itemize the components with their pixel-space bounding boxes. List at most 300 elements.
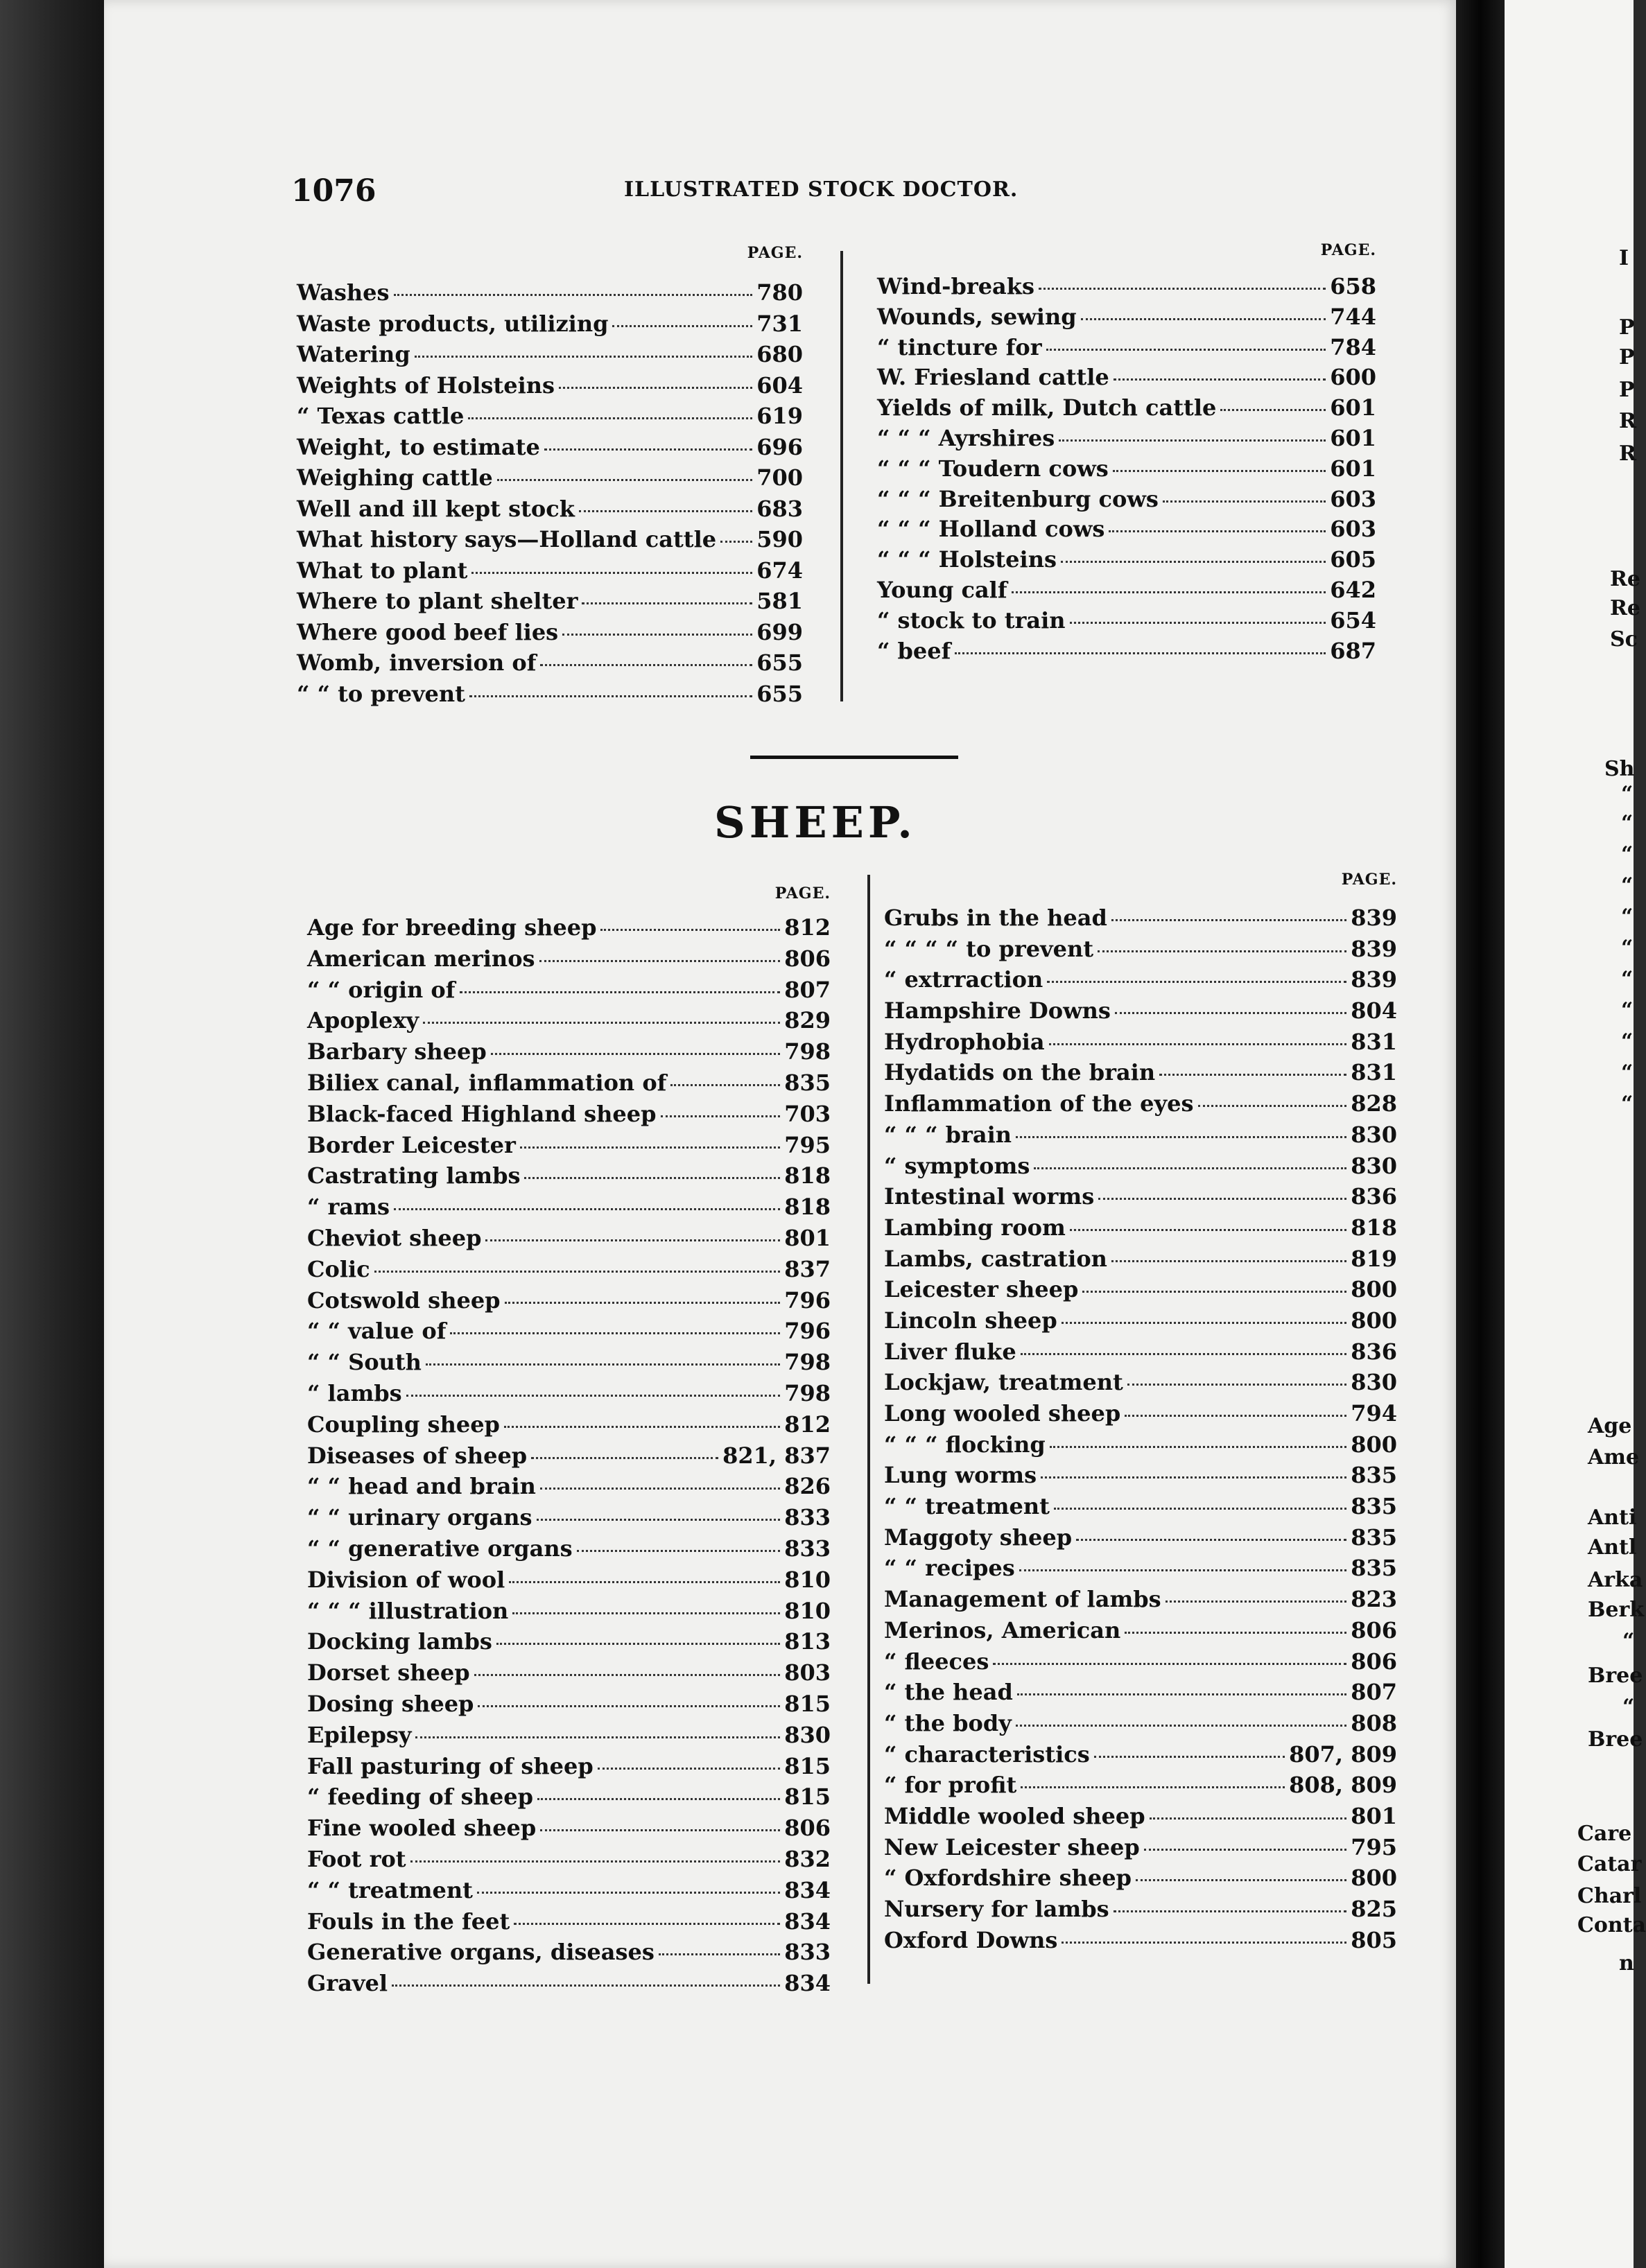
index-entry xyxy=(307,1596,831,1627)
entry-page-number: 798 xyxy=(784,1379,831,1406)
leader-dots xyxy=(659,1953,780,1955)
entry-text: Age for breeding sheep xyxy=(307,914,597,941)
facing-page-text: “ xyxy=(1621,873,1634,898)
index-entry xyxy=(307,975,831,1006)
leader-dots xyxy=(1021,1353,1347,1355)
entry-text: Hydrophobia xyxy=(884,1028,1045,1055)
entry-page-number: 794 xyxy=(1351,1400,1397,1427)
entry-text: “ the body xyxy=(884,1709,1012,1736)
entry-page-number: 810 xyxy=(784,1566,831,1593)
entry-page-number: 806 xyxy=(784,1815,831,1842)
entry-text: “ beef xyxy=(877,637,951,664)
index-entry xyxy=(884,1894,1397,1925)
entry-text: “ “ urinary organs xyxy=(307,1504,532,1531)
entry-text: “ feeding of sheep xyxy=(307,1783,533,1811)
entry-page-number: 601 xyxy=(1330,455,1376,482)
entry-text: Middle wooled sheep xyxy=(884,1802,1145,1829)
index-entry xyxy=(877,485,1376,515)
index-entry xyxy=(877,424,1376,454)
page-column-label: PAGE. xyxy=(774,884,831,902)
leader-dots xyxy=(524,1177,780,1179)
entry-text: Watering xyxy=(297,341,410,367)
facing-page-text: Age xyxy=(1588,1414,1632,1438)
running-head xyxy=(291,173,1387,215)
entry-text: “ stock to train xyxy=(877,607,1066,634)
index-entry xyxy=(307,1440,831,1472)
index-entry xyxy=(307,1067,831,1099)
facing-page-text: “ xyxy=(1622,1629,1635,1653)
entry-page-number: 603 xyxy=(1330,516,1376,543)
entry-text: “ Texas cattle xyxy=(297,403,465,429)
entry-text: Fall pasturing of sheep xyxy=(307,1752,594,1779)
leader-dots xyxy=(1039,288,1326,290)
index-column-top-left xyxy=(297,244,803,707)
entry-page-number: 687 xyxy=(1330,637,1376,664)
entry-text: Where good beef lies xyxy=(297,618,559,645)
index-entry xyxy=(307,1813,831,1844)
leader-dots xyxy=(1111,919,1346,921)
entry-text: “ “ South xyxy=(307,1349,422,1376)
entry-page-number: 833 xyxy=(784,1535,831,1562)
leader-dots xyxy=(540,664,752,666)
entry-page-number: 658 xyxy=(1330,273,1376,299)
leader-dots xyxy=(1220,409,1326,411)
entry-page-number: 796 xyxy=(784,1286,831,1314)
leader-dots xyxy=(1070,622,1326,624)
leader-dots xyxy=(1034,1167,1346,1169)
leader-dots xyxy=(1111,1260,1346,1262)
index-entry xyxy=(877,514,1376,545)
entry-page-number: 796 xyxy=(784,1318,831,1345)
leader-dots xyxy=(1076,1539,1346,1541)
facing-page-text: “ xyxy=(1621,811,1634,835)
index-entry xyxy=(884,1863,1397,1894)
entry-text: Weights of Holsteins xyxy=(297,372,555,399)
entry-page-number: 807 xyxy=(1351,1679,1397,1706)
entry-text: “ “ to prevent xyxy=(297,680,465,707)
leader-dots xyxy=(485,1239,780,1241)
leader-dots xyxy=(491,1053,780,1055)
entry-page-number: 784 xyxy=(1330,333,1376,360)
entry-text: “ extrraction xyxy=(884,966,1043,993)
leader-dots xyxy=(993,1663,1346,1665)
facing-page-text: R xyxy=(1619,409,1636,433)
entry-page-number: 655 xyxy=(756,680,803,707)
index-entry xyxy=(884,1522,1397,1553)
entry-list xyxy=(884,902,1397,1955)
leader-dots xyxy=(1059,439,1326,442)
index-entry xyxy=(307,1223,831,1254)
entry-text: American merinos xyxy=(307,945,535,972)
leader-dots xyxy=(406,1395,781,1397)
leader-dots xyxy=(1049,1043,1347,1045)
leader-dots xyxy=(477,1892,780,1894)
index-entry xyxy=(307,1192,831,1223)
leader-dots xyxy=(1041,1476,1346,1478)
leader-dots xyxy=(577,1550,781,1552)
entry-page-number: 815 xyxy=(784,1752,831,1779)
facing-page-text: Re xyxy=(1610,596,1641,620)
leader-dots xyxy=(394,1208,780,1210)
leader-dots xyxy=(582,602,752,604)
index-entry xyxy=(884,1367,1397,1398)
entry-page-number: 818 xyxy=(784,1194,831,1221)
leader-dots xyxy=(562,634,752,636)
facing-page-text: “ xyxy=(1621,1061,1634,1085)
entry-page-number: 821, 837 xyxy=(722,1442,831,1469)
leader-dots xyxy=(670,1084,780,1086)
entry-page-number: 837 xyxy=(784,1255,831,1282)
entry-page-number: 835 xyxy=(1351,1493,1397,1520)
entry-page-number: 831 xyxy=(1351,1059,1397,1086)
leader-dots xyxy=(497,479,752,481)
index-entry xyxy=(307,943,831,975)
facing-page-text: P xyxy=(1619,345,1635,369)
entry-page-number: 829 xyxy=(784,1007,831,1034)
entry-text: Diseases of sheep xyxy=(307,1442,528,1469)
index-entry xyxy=(884,1677,1397,1708)
index-entry xyxy=(884,1119,1397,1151)
index-entry xyxy=(877,636,1376,667)
leader-dots xyxy=(1082,1291,1346,1293)
index-entry xyxy=(307,1564,831,1596)
leader-dots xyxy=(1150,1817,1347,1820)
entry-text: Inflammation of the eyes xyxy=(884,1090,1194,1117)
entry-page-number: 834 xyxy=(784,1908,831,1935)
facing-page-text: I xyxy=(1619,246,1629,270)
facing-page-text: R xyxy=(1619,442,1636,466)
entry-page-number: 833 xyxy=(784,1504,831,1531)
entry-page-number: 835 xyxy=(1351,1524,1397,1551)
index-entry xyxy=(297,277,803,308)
leader-dots xyxy=(450,1332,780,1334)
entry-text: Barbary sheep xyxy=(307,1038,487,1065)
entry-page-number: 834 xyxy=(784,1876,831,1903)
index-entry xyxy=(297,462,803,494)
entry-page-number: 830 xyxy=(1351,1369,1397,1396)
leader-dots xyxy=(415,1736,780,1738)
entry-text: Castrating lambs xyxy=(307,1162,521,1189)
facing-page-text: “ xyxy=(1622,1695,1635,1719)
entry-page-number: 836 xyxy=(1351,1183,1397,1210)
index-entry xyxy=(884,1212,1397,1244)
page-number: 1076 xyxy=(291,173,376,209)
entry-text: Long wooled sheep xyxy=(884,1400,1121,1427)
leader-dots xyxy=(544,448,752,451)
index-entry xyxy=(307,1781,831,1813)
entry-text: “ “ recipes xyxy=(884,1555,1015,1582)
leader-dots xyxy=(1016,1136,1346,1138)
index-entry xyxy=(307,1657,831,1689)
index-entry xyxy=(307,1378,831,1409)
entry-page-number: 642 xyxy=(1330,576,1376,603)
entry-text: Merinos, American xyxy=(884,1616,1121,1643)
index-entry xyxy=(307,1502,831,1533)
index-entry xyxy=(884,1088,1397,1119)
entry-page-number: 830 xyxy=(1351,1121,1397,1148)
entry-page-number: 806 xyxy=(1351,1648,1397,1675)
entry-page-number: 806 xyxy=(1351,1616,1397,1643)
leader-dots xyxy=(1054,1508,1346,1510)
entry-text: “ “ “ brain xyxy=(884,1121,1012,1148)
entry-page-number: 601 xyxy=(1330,424,1376,451)
entry-page-number: 604 xyxy=(756,372,803,399)
leader-dots xyxy=(1114,1910,1347,1912)
index-entry xyxy=(877,302,1376,333)
leader-dots xyxy=(1113,470,1326,472)
scan-left-edge xyxy=(0,0,104,2268)
leader-dots xyxy=(1136,1879,1346,1881)
entry-text: What to plant xyxy=(297,557,468,584)
index-entry xyxy=(884,1305,1397,1336)
entry-page-number: 590 xyxy=(756,526,803,552)
entry-page-number: 805 xyxy=(1351,1926,1397,1953)
facing-page-text: Arka xyxy=(1588,1568,1643,1592)
entry-text: Dorset sheep xyxy=(307,1659,470,1686)
leader-dots xyxy=(559,387,752,389)
index-entry xyxy=(884,1429,1397,1460)
index-entry xyxy=(884,1646,1397,1677)
leader-dots xyxy=(1062,1322,1347,1324)
entry-page-number: 674 xyxy=(756,557,803,584)
leader-dots xyxy=(1021,1786,1285,1788)
entry-page-number: 795 xyxy=(1351,1833,1397,1860)
index-entry xyxy=(884,1181,1397,1212)
entry-page-number: 800 xyxy=(1351,1865,1397,1892)
leader-dots xyxy=(1163,500,1326,503)
entry-text: What history says—Holland cattle xyxy=(297,526,717,552)
entry-page-number: 654 xyxy=(1330,607,1376,634)
entry-text: Management of lambs xyxy=(884,1586,1161,1613)
entry-text: Nursery for lambs xyxy=(884,1896,1109,1922)
index-entry xyxy=(297,524,803,555)
leader-dots xyxy=(540,1488,780,1490)
index-entry xyxy=(884,1398,1397,1429)
leader-dots xyxy=(539,960,781,962)
index-entry xyxy=(307,1720,831,1751)
index-entry xyxy=(307,1844,831,1875)
entry-text: “ rams xyxy=(307,1194,390,1221)
entry-page-number: 834 xyxy=(784,1970,831,1997)
facing-page-fragment xyxy=(1505,0,1646,2268)
book-gutter xyxy=(1456,0,1505,2268)
facing-page-text: P xyxy=(1619,315,1635,340)
leader-dots xyxy=(1094,1756,1285,1758)
entry-page-number: 835 xyxy=(784,1069,831,1096)
leader-dots xyxy=(612,325,752,327)
entry-text: “ symptoms xyxy=(884,1152,1030,1179)
entry-text: “ characteristics xyxy=(884,1741,1090,1768)
entry-text: Coupling sheep xyxy=(307,1411,500,1438)
facing-page-text: “ xyxy=(1621,1029,1634,1054)
entry-text: Lambing room xyxy=(884,1214,1066,1241)
leader-dots xyxy=(471,572,752,574)
entry-page-number: 815 xyxy=(784,1690,831,1717)
entry-text: Hydatids on the brain xyxy=(884,1059,1156,1086)
entry-page-number: 801 xyxy=(1351,1802,1397,1829)
entry-page-number: 806 xyxy=(784,945,831,972)
index-entry xyxy=(307,1409,831,1440)
entry-text: Weight, to estimate xyxy=(297,433,540,460)
column-divider xyxy=(840,251,843,701)
entry-text: Wounds, sewing xyxy=(877,303,1077,330)
index-entry xyxy=(307,1285,831,1316)
index-entry xyxy=(877,272,1376,302)
page-column-label: PAGE. xyxy=(1320,241,1376,259)
leader-dots xyxy=(1050,1446,1347,1448)
entry-text: “ “ “ Breitenburg cows xyxy=(877,485,1159,512)
entry-page-number: 680 xyxy=(756,341,803,367)
entry-text: “ “ “ flocking xyxy=(884,1431,1046,1458)
entry-text: Docking lambs xyxy=(307,1628,492,1655)
entry-text: Where to plant shelter xyxy=(297,588,578,614)
entry-page-number: 798 xyxy=(784,1349,831,1376)
entry-page-number: 803 xyxy=(784,1659,831,1686)
entry-text: Young calf xyxy=(877,576,1007,603)
entry-page-number: 800 xyxy=(1351,1431,1397,1458)
index-entry xyxy=(884,1336,1397,1368)
entry-text: “ tincture for xyxy=(877,333,1042,360)
index-entry xyxy=(877,606,1376,636)
leader-dots xyxy=(1159,1074,1346,1076)
entry-page-number: 818 xyxy=(784,1162,831,1189)
index-entry xyxy=(307,1626,831,1657)
index-entry xyxy=(307,1937,831,1968)
leader-dots xyxy=(1047,981,1346,983)
entry-text: “ “ “ Holsteins xyxy=(877,546,1057,573)
index-entry xyxy=(884,1801,1397,1832)
entry-text: Leicester sheep xyxy=(884,1276,1079,1303)
entry-page-number: 703 xyxy=(784,1100,831,1127)
entry-text: “ “ origin of xyxy=(307,976,456,1003)
entry-page-number: 835 xyxy=(1351,1555,1397,1582)
leader-dots xyxy=(394,294,753,296)
leader-dots xyxy=(1081,318,1326,320)
index-entry xyxy=(307,1347,831,1378)
index-entry xyxy=(297,679,803,710)
index-entry xyxy=(307,1471,831,1502)
entry-text: Division of wool xyxy=(307,1566,505,1593)
index-entry xyxy=(307,1316,831,1347)
facing-page-text: Catar xyxy=(1577,1852,1642,1876)
facing-page-text: Bree xyxy=(1588,1664,1643,1688)
entry-page-number: 619 xyxy=(756,403,803,429)
index-entry xyxy=(307,912,831,943)
leader-dots xyxy=(1017,1693,1346,1695)
index-entry xyxy=(297,339,803,370)
leader-dots xyxy=(509,1581,780,1583)
facing-page-text: “ xyxy=(1621,905,1634,929)
entry-page-number: 581 xyxy=(756,588,803,614)
section-rule xyxy=(750,756,958,759)
entry-text: Lung worms xyxy=(884,1462,1037,1489)
facing-page-text: “ xyxy=(1621,936,1634,960)
index-entry xyxy=(297,555,803,586)
facing-page-text: Bree xyxy=(1588,1727,1643,1752)
leader-dots xyxy=(460,991,781,993)
index-entry xyxy=(297,617,803,648)
entry-text: Wind-breaks xyxy=(877,273,1034,299)
entry-text: Epilepsy xyxy=(307,1721,412,1748)
index-entry xyxy=(884,1151,1397,1182)
index-entry xyxy=(884,934,1397,965)
index-entry xyxy=(877,454,1376,485)
entry-page-number: 819 xyxy=(1351,1245,1397,1272)
leader-dots xyxy=(1109,530,1326,532)
index-entry xyxy=(884,1491,1397,1522)
leader-dots xyxy=(415,356,753,358)
entry-text: Oxford Downs xyxy=(884,1926,1058,1953)
index-entry xyxy=(884,1708,1397,1739)
entry-page-number: 831 xyxy=(1351,1028,1397,1055)
entry-page-number: 810 xyxy=(784,1597,831,1624)
index-entry xyxy=(307,1875,831,1906)
leader-dots xyxy=(468,417,752,419)
leader-dots xyxy=(540,1829,780,1831)
entry-page-number: 800 xyxy=(1351,1307,1397,1334)
entry-page-number: 807 xyxy=(784,976,831,1003)
running-title: ILLUSTRATED STOCK DOCTOR. xyxy=(624,177,1019,202)
entry-text: Maggoty sheep xyxy=(884,1524,1073,1551)
entry-text: Liver fluke xyxy=(884,1338,1016,1365)
entry-text: “ “ “ illustration xyxy=(307,1597,509,1624)
entry-text: “ lambs xyxy=(307,1379,402,1406)
facing-page-text: Care xyxy=(1577,1822,1632,1846)
facing-page-text: “ xyxy=(1621,782,1634,806)
index-entry xyxy=(884,1832,1397,1863)
index-entry xyxy=(307,1005,831,1036)
entry-text: W. Friesland cattle xyxy=(877,364,1109,391)
leader-dots xyxy=(955,652,1326,654)
entry-page-number: 731 xyxy=(756,310,803,337)
leader-dots xyxy=(1070,1229,1346,1231)
entry-page-number: 815 xyxy=(784,1783,831,1811)
facing-page-text: “ xyxy=(1621,842,1634,866)
facing-page-text: Re xyxy=(1610,567,1641,591)
column-divider xyxy=(867,875,870,1984)
facing-page-text: Anti xyxy=(1588,1506,1637,1530)
index-entry xyxy=(884,964,1397,995)
facing-page-text: “ xyxy=(1621,1092,1634,1116)
index-column-top-right xyxy=(877,241,1376,685)
index-entry xyxy=(307,1130,831,1161)
index-entry xyxy=(297,370,803,401)
index-entry xyxy=(884,1553,1397,1584)
entry-text: Weighing cattle xyxy=(297,464,493,491)
entry-page-number: 696 xyxy=(756,433,803,460)
entry-text: Fouls in the feet xyxy=(307,1908,510,1935)
leader-dots xyxy=(1198,1105,1347,1107)
entry-page-number: 832 xyxy=(784,1845,831,1872)
leader-dots xyxy=(1115,1012,1346,1014)
entry-text: Colic xyxy=(307,1255,370,1282)
index-entry xyxy=(884,1027,1397,1058)
leader-dots xyxy=(1127,1384,1346,1386)
leader-dots xyxy=(1144,1849,1347,1851)
entry-page-number: 600 xyxy=(1330,364,1376,391)
leader-dots xyxy=(505,1302,781,1304)
index-entry xyxy=(297,401,803,432)
leader-dots xyxy=(1125,1632,1346,1634)
index-entry xyxy=(297,308,803,340)
entry-text: Lincoln sheep xyxy=(884,1307,1057,1334)
entry-text: Cheviot sheep xyxy=(307,1224,482,1251)
facing-page-text: Sc xyxy=(1610,627,1638,652)
index-entry xyxy=(877,363,1376,393)
entry-page-number: 655 xyxy=(756,649,803,676)
entry-page-number: 825 xyxy=(1351,1896,1397,1922)
entry-text: “ “ treatment xyxy=(307,1876,473,1903)
